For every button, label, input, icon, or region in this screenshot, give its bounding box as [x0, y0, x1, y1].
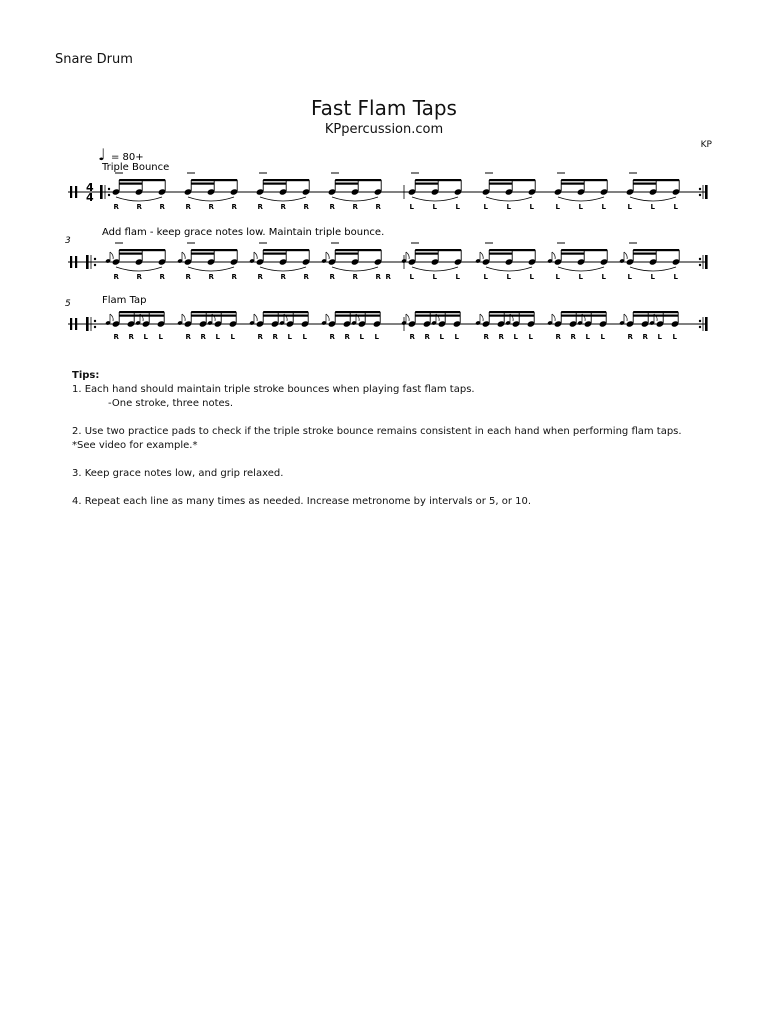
sticking-label: L	[374, 333, 379, 341]
music-score	[0, 0, 768, 360]
staff-annotation: Triple Bounce	[102, 162, 170, 173]
sticking-label: R	[159, 203, 165, 211]
beam-secondary	[489, 315, 534, 317]
grace-note-flag	[406, 314, 409, 321]
grace-note-flag	[552, 252, 555, 259]
slur	[630, 267, 676, 271]
slur	[412, 197, 458, 201]
beam-primary	[119, 249, 165, 251]
beam-primary	[191, 249, 237, 251]
sticking-label: L	[673, 203, 678, 211]
sticking-label: R	[136, 273, 142, 281]
page-title: Fast Flam Taps	[311, 96, 457, 120]
tips-section	[72, 369, 712, 509]
beam-primary	[489, 249, 535, 251]
sticking-label: L	[627, 273, 632, 281]
sticking-label: L	[455, 203, 460, 211]
note-group	[401, 311, 461, 341]
sticking-label: R	[257, 273, 263, 281]
sticking-label: L	[506, 203, 511, 211]
note-group	[475, 311, 535, 341]
beam-primary	[489, 179, 535, 181]
sticking-label: R	[257, 333, 263, 341]
sticking-label: L	[513, 333, 518, 341]
beam-primary	[335, 249, 381, 251]
sticking-label: L	[409, 203, 414, 211]
measure-number: 5	[65, 299, 71, 309]
slur	[116, 267, 162, 271]
sticking-label: L	[555, 203, 560, 211]
beam-primary	[191, 179, 237, 181]
beam-primary	[263, 249, 309, 251]
note-group	[249, 311, 309, 341]
tip-4: 4. Repeat each line as many times as needed. Increase metronome by intervals or 5, or 10.	[72, 496, 532, 507]
repeat-dot	[699, 326, 701, 328]
sticking-label: R	[303, 203, 309, 211]
grace-note-flag	[624, 252, 627, 259]
beam-primary	[561, 179, 607, 181]
slur	[486, 197, 532, 201]
beam-secondary	[335, 183, 358, 185]
sticking-label: R	[570, 333, 576, 341]
sticking-label: R	[352, 273, 358, 281]
sticking-label: R	[185, 203, 191, 211]
sticking-label: L	[578, 273, 583, 281]
beam-primary	[633, 179, 679, 181]
sticking-label: R	[208, 203, 214, 211]
sticking-label: L	[158, 333, 163, 341]
repeat-start-thick	[86, 255, 89, 269]
sticking-label: L	[601, 203, 606, 211]
percussion-clef-bar	[70, 318, 72, 330]
sticking-label: R	[159, 273, 165, 281]
beam-primary	[633, 311, 678, 313]
beam-primary	[489, 311, 534, 313]
sticking-label: R	[498, 333, 504, 341]
tips-heading: Tips:	[72, 370, 100, 381]
beam-primary	[415, 179, 461, 181]
slur	[486, 267, 532, 271]
staff-system-2	[65, 227, 708, 281]
sticking-label: L	[673, 273, 678, 281]
staff-annotation: Add flam - keep grace notes low. Maintain triple bounce.	[102, 227, 385, 238]
sticking-label: R	[352, 203, 358, 211]
slur	[188, 197, 234, 201]
sticking-label: L	[483, 203, 488, 211]
page-subtitle: KPpercussion.com	[324, 122, 444, 137]
beam-secondary	[489, 183, 512, 185]
sticking-label: R	[329, 333, 335, 341]
beam-primary	[335, 311, 380, 313]
sticking-label: R	[231, 273, 237, 281]
grace-note-flag	[326, 314, 329, 321]
beam-secondary	[335, 315, 380, 317]
measure-number: 3	[65, 236, 71, 246]
beam-secondary	[191, 253, 214, 255]
sticking-label: R	[272, 333, 278, 341]
sticking-label: L	[409, 273, 414, 281]
beam-primary	[119, 311, 164, 313]
staff-system-3	[65, 295, 708, 341]
beam-primary	[191, 311, 236, 313]
grace-note-flag	[110, 314, 113, 321]
beam-secondary	[561, 253, 584, 255]
repeat-end-thick	[705, 255, 708, 269]
sticking-label: L	[454, 333, 459, 341]
beam-primary	[119, 179, 165, 181]
repeat-dot	[699, 258, 701, 260]
percussion-clef-bar	[75, 186, 77, 198]
sticking-label: L	[555, 273, 560, 281]
sticking-label: L	[601, 273, 606, 281]
beam-secondary	[561, 183, 584, 185]
beam-secondary	[335, 253, 358, 255]
sticking-label: R	[627, 333, 633, 341]
sticking-label: L	[483, 273, 488, 281]
sticking-label: L	[585, 333, 590, 341]
beam-primary	[633, 249, 679, 251]
beam-secondary	[415, 315, 460, 317]
beam-primary	[415, 249, 461, 251]
tip-1: 1. Each hand should maintain triple stroke bounces when playing fast flam taps.	[72, 384, 475, 395]
sticking-label: R	[113, 333, 119, 341]
percussion-clef-bar	[70, 186, 72, 198]
tempo-note-symbol: ♩	[98, 145, 106, 164]
sticking-label: R	[409, 333, 415, 341]
sticking-label: R	[375, 203, 381, 211]
slur	[412, 267, 458, 271]
repeat-dot	[94, 326, 96, 328]
sticking-label: R	[344, 333, 350, 341]
sticking-label: L	[529, 273, 534, 281]
slur	[630, 197, 676, 201]
tempo-text: = 80+	[111, 152, 144, 163]
percussion-clef-bar	[75, 318, 77, 330]
sticking-label: L	[359, 333, 364, 341]
sticking-label: R	[113, 203, 119, 211]
time-signature-bottom: 4	[86, 191, 94, 204]
beam-secondary	[633, 315, 678, 317]
grace-note-flag	[480, 314, 483, 321]
grace-note-flag	[182, 314, 185, 321]
sticking-label: L	[528, 333, 533, 341]
sticking-label: R	[185, 333, 191, 341]
beam-secondary	[191, 315, 236, 317]
sticking-label: L	[650, 273, 655, 281]
sticking-label: L	[439, 333, 444, 341]
composer-name: KP	[700, 140, 712, 150]
note-group	[177, 311, 237, 341]
tip-2-note: *See video for example.*	[72, 440, 198, 451]
sticking-label: L	[627, 203, 632, 211]
tip-2: 2. Use two practice pads to check if the triple stroke bounce remains consistent in each hand when performing flam taps.	[72, 426, 682, 437]
tip-1-detail: -One stroke, three notes.	[108, 398, 234, 409]
grace-note-flag	[406, 252, 409, 259]
repeat-end-thick	[705, 317, 708, 331]
sticking-label: L	[230, 333, 235, 341]
sticking-label: R	[555, 333, 561, 341]
slur	[116, 197, 162, 201]
sticking-label: R	[257, 203, 263, 211]
repeat-dot	[94, 320, 96, 322]
sticking-label: L	[287, 333, 292, 341]
repeat-start-thick	[86, 317, 89, 331]
repeat-dot	[94, 264, 96, 266]
grace-note-flag	[182, 252, 185, 259]
slur	[332, 197, 378, 201]
sticking-label: R	[208, 273, 214, 281]
instrument-name: Snare Drum	[55, 52, 133, 67]
grace-note-flag	[110, 252, 113, 259]
sticking-label: R	[375, 273, 381, 281]
grace-note-flag	[552, 314, 555, 321]
sticking-label: R	[231, 203, 237, 211]
tip-3: 3. Keep grace notes low, and grip relaxed.	[72, 468, 284, 479]
sticking-label: R	[128, 333, 134, 341]
repeat-dot	[94, 258, 96, 260]
sticking-label: R	[483, 333, 489, 341]
sticking-label: L	[432, 273, 437, 281]
sticking-label: R	[136, 203, 142, 211]
sticking-label: L	[672, 333, 677, 341]
sticking-label: R	[424, 333, 430, 341]
sticking-label: L	[302, 333, 307, 341]
repeat-dot	[699, 188, 701, 190]
repeat-end-thick	[705, 185, 708, 199]
beam-secondary	[263, 315, 308, 317]
sticking-label: R	[385, 273, 391, 281]
beam-secondary	[633, 183, 656, 185]
sticking-label: R	[329, 203, 335, 211]
sticking-label: R	[280, 273, 286, 281]
repeat-dot	[699, 320, 701, 322]
beam-secondary	[415, 183, 438, 185]
beam-secondary	[489, 253, 512, 255]
beam-secondary	[119, 253, 142, 255]
beam-secondary	[263, 253, 286, 255]
sticking-label: L	[600, 333, 605, 341]
grace-note-flag	[624, 314, 627, 321]
percussion-clef-bar	[75, 256, 77, 268]
grace-note-flag	[326, 252, 329, 259]
beam-primary	[561, 249, 607, 251]
note-group	[619, 311, 679, 341]
beam-primary	[263, 311, 308, 313]
repeat-dot	[108, 188, 110, 190]
sticking-label: R	[113, 273, 119, 281]
note-group	[105, 311, 165, 341]
sticking-label: L	[529, 203, 534, 211]
sticking-label: R	[642, 333, 648, 341]
sticking-label: L	[143, 333, 148, 341]
beam-secondary	[633, 253, 656, 255]
sticking-label: L	[506, 273, 511, 281]
beam-secondary	[191, 183, 214, 185]
grace-note-flag	[254, 252, 257, 259]
sticking-label: L	[578, 203, 583, 211]
sticking-label: L	[432, 203, 437, 211]
beam-primary	[335, 179, 381, 181]
repeat-start-thick	[100, 185, 103, 199]
grace-note-flag	[480, 252, 483, 259]
note-group	[547, 311, 607, 341]
slur	[332, 267, 378, 271]
sticking-label: L	[455, 273, 460, 281]
staff-annotation: Flam Tap	[102, 295, 147, 306]
sticking-label: L	[650, 203, 655, 211]
slur	[260, 267, 306, 271]
beam-secondary	[119, 315, 164, 317]
repeat-dot	[699, 194, 701, 196]
sticking-label: R	[303, 273, 309, 281]
sticking-label: R	[200, 333, 206, 341]
sticking-label: R	[329, 273, 335, 281]
sticking-label: L	[215, 333, 220, 341]
slur	[260, 197, 306, 201]
slur	[558, 197, 604, 201]
grace-note-flag	[254, 314, 257, 321]
slur	[558, 267, 604, 271]
sticking-label: R	[280, 203, 286, 211]
beam-primary	[561, 311, 606, 313]
repeat-dot	[699, 264, 701, 266]
beam-secondary	[415, 253, 438, 255]
sticking-label: R	[185, 273, 191, 281]
slur	[188, 267, 234, 271]
sticking-label: L	[657, 333, 662, 341]
beam-primary	[263, 179, 309, 181]
beam-primary	[415, 311, 460, 313]
note-group	[321, 311, 381, 341]
beam-secondary	[263, 183, 286, 185]
beam-secondary	[119, 183, 142, 185]
beam-secondary	[561, 315, 606, 317]
percussion-clef-bar	[70, 256, 72, 268]
staff-system-1	[68, 162, 708, 211]
repeat-dot	[108, 194, 110, 196]
time-signature-top: 4	[86, 181, 94, 194]
